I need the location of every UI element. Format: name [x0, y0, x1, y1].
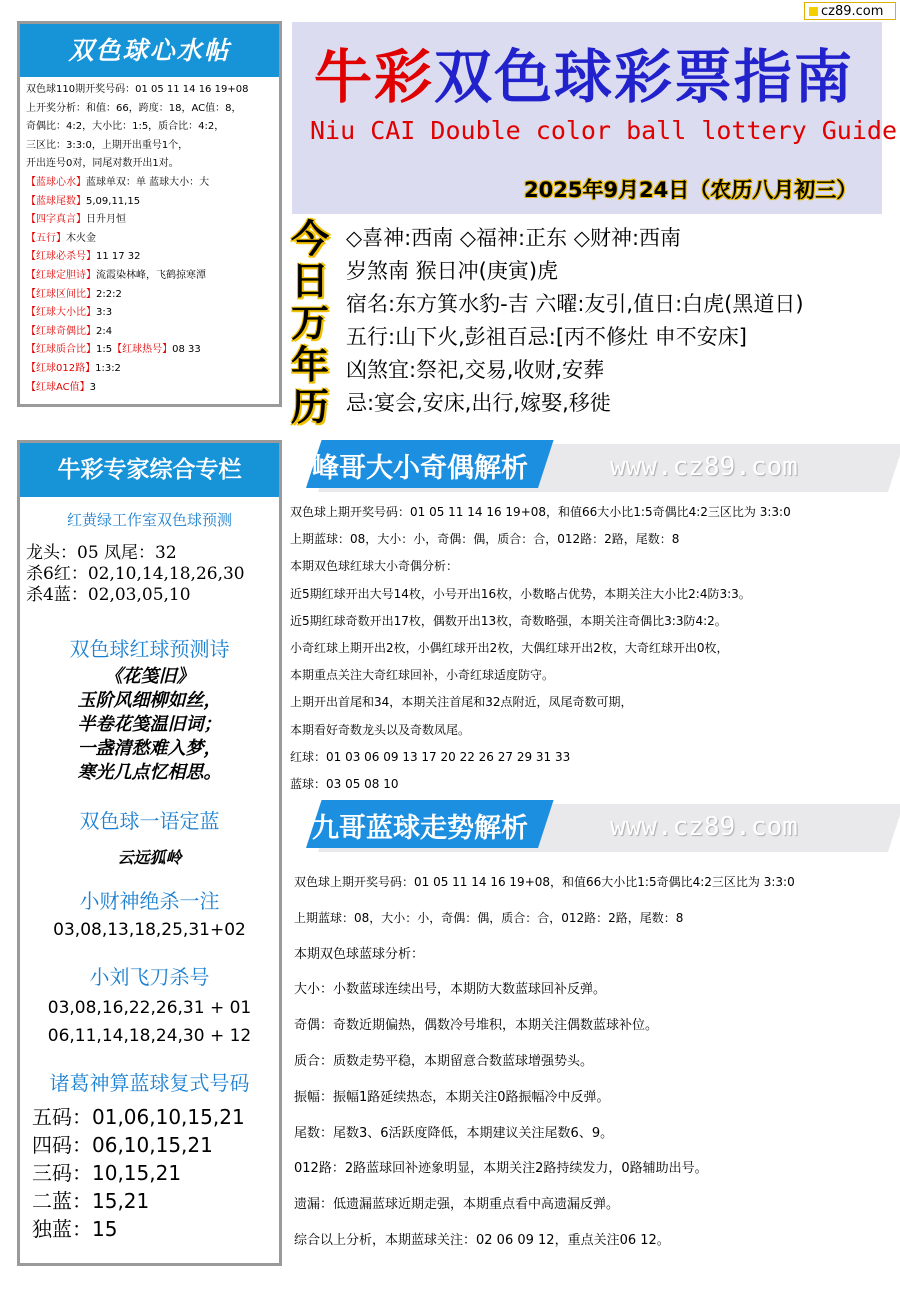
section1-line: 上期蓝球：08，大小：小，奇偶：偶，质合：合，012路：2路，尾数：8: [290, 532, 680, 547]
zhuge-heading: 诸葛神算蓝球复式号码: [49, 1071, 250, 1095]
left-top-title: 双色球心水帖: [20, 24, 279, 77]
tip-value: 3:3: [96, 307, 113, 319]
tip-tag: 【蓝球尾数】: [26, 195, 86, 207]
title-blue: 双色球彩票指南: [434, 43, 855, 111]
english-subtitle: Niu CAI Double color ball lottery Guide: [310, 116, 897, 145]
tip-item: [26, 304, 279, 323]
almanac-line: 岁煞南 猴日冲(庚寅)虎: [346, 259, 559, 283]
tip-tag: 【红球大小比】: [26, 307, 96, 319]
zhuge-line: 独蓝：15: [32, 1217, 118, 1241]
left-top-line: 双色球110期开奖号码：01 05 11 14 16 19+08: [26, 84, 249, 95]
tip-tag: 【红球热号】: [112, 344, 173, 356]
tip-value: 11 17 32: [96, 251, 141, 263]
section2-line: 尾数：尾数3、6活跃度降低，本期建议关注尾数6、9。: [294, 1125, 614, 1141]
section1-line: 本期重点关注大奇红球回补，小奇红球适度防守。: [290, 668, 555, 683]
xiaoliu-heading: 小刘飞刀杀号: [89, 965, 210, 989]
zhuge-line: 四码：06,10,15,21: [32, 1133, 213, 1157]
tip-value: 3: [89, 381, 97, 393]
section2-url[interactable]: www.cz89.com: [610, 812, 798, 842]
section2-line: 012路：2路蓝球回补迹象明显，本期关注2路持续发力，0路辅助出号。: [294, 1161, 708, 1177]
yiyu-text: 云远狐岭: [117, 848, 182, 867]
poem-line: 《花笺旧》: [104, 666, 195, 687]
expert-column-title: 牛彩专家综合专栏: [20, 443, 279, 497]
section1-line: 近5期红球开出大号14枚，小号开出16枚，小数略占优势，本期关注大小比2:4防3:3。: [290, 586, 751, 601]
section1-body: [290, 499, 791, 798]
tip-tag: 【红球AC值】: [26, 381, 90, 393]
section1-line: 近5期红球奇数开出17枚，偶数开出13枚，奇数略强，本期关注奇偶比3:3防4:2。: [290, 613, 727, 628]
section2-line: 奇偶：奇数近期偏热，偶数冷号堆积，本期关注偶数蓝球补位。: [294, 1018, 659, 1034]
section1-line: 本期双色球红球大小奇偶分析：: [290, 559, 459, 574]
tip-value: 蓝球单双：单 蓝球大小：大: [86, 176, 210, 188]
tip-value: 2:2:2: [96, 288, 122, 300]
header-banner: [292, 22, 897, 214]
longtou-line: 龙头：05 凤尾：32: [26, 543, 177, 563]
tip-tag: 【红球012路】: [26, 362, 96, 374]
section2-line: 综合以上分析，本期蓝球关注：02 06 09 12，重点关注06 12。: [294, 1232, 670, 1248]
left-top-line: 上开奖分析：和值：66，跨度：18，AC值：8，: [26, 102, 242, 114]
almanac-details: [346, 222, 804, 420]
poem-block: [20, 665, 279, 785]
section2-body: [294, 865, 795, 1259]
almanac-line: 忌:宴会,安床,出行,嫁娶,移徙: [346, 391, 611, 415]
yiyu-heading: 双色球一语定蓝: [79, 809, 220, 833]
section2-line: 质合：质数走势平稳，本期留意合数蓝球增强势头。: [294, 1053, 594, 1069]
poem-line: 一盏清愁难入梦，: [77, 738, 222, 759]
section1-banner: [292, 440, 892, 496]
zhuge-line: 三码：10,15,21: [32, 1161, 182, 1185]
section1-line: 双色球上期开奖号码：01 05 11 14 16 19+08，和值66大小比1:5奇偶比4:2三区比为 3:3:0: [290, 505, 791, 519]
xiaocai-heading: 小财神绝杀一注: [79, 889, 220, 913]
tip-item: [26, 230, 279, 249]
almanac-char: 历: [290, 384, 329, 429]
kill-red-line: 杀6红：02,10,14,18,26,30: [26, 564, 245, 584]
left-bottom-panel: [17, 440, 282, 1266]
tip-tag: 【红球奇偶比】: [26, 325, 96, 337]
almanac-char: 万: [290, 300, 329, 345]
left-top-line: 奇偶比：4:2，大小比：1:5，质合比：4:2，: [26, 121, 225, 133]
section2-banner: [292, 800, 892, 856]
tip-item: [26, 360, 279, 379]
tip-item: [26, 248, 279, 267]
section2-line: 大小：小数蓝球连续出号，本期防大数蓝球回补反弹。: [294, 982, 607, 998]
tip-value: 1:5: [96, 344, 113, 356]
title-red: 牛彩: [314, 43, 435, 111]
almanac-char: 年: [290, 342, 329, 387]
badge-square-icon: [809, 7, 818, 16]
xiaocai-numbers: 03,08,13,18,25,31+02: [53, 920, 246, 940]
section1-line: 上期开出首尾和34，本期关注首尾和32点附近，凤尾奇数可期，: [290, 695, 633, 710]
poem-line: 半卷花笺温旧词；: [77, 714, 222, 735]
almanac-line: ◇喜神:西南 ◇福神:正东 ◇财神:西南: [346, 226, 682, 250]
main-title: [314, 30, 854, 114]
almanac-line: 宿名:东方箕水豹-吉 六曜:友引,值日:白虎(黑道日): [346, 292, 804, 316]
tip-item: [26, 323, 279, 342]
section1-url[interactable]: www.cz89.com: [610, 452, 798, 482]
almanac-vertical-title: [290, 218, 330, 428]
tip-value: 流霞染林峰，飞鹤掠寒潭: [96, 269, 206, 281]
tip-item: [26, 174, 279, 193]
section2-line: 振幅：振幅1路延续热态，本期关注0路振幅冷中反弹。: [294, 1089, 610, 1105]
section2-line: 双色球上期开奖号码：01 05 11 14 16 19+08，和值66大小比1:5奇偶比4:2三区比为 3:3:0: [294, 875, 795, 889]
section2-title: 九哥蓝球走势解析: [312, 813, 528, 844]
section1-line: 小奇红球上期开出2枚，小偶红球开出2枚，大偶红球开出2枚，大奇红球开出0枚，: [290, 640, 729, 655]
tip-value: 08 33: [172, 344, 201, 356]
tip-item: [26, 379, 279, 398]
xiaoliu-line: 06,11,14,18,24,30 + 12: [47, 1026, 252, 1046]
almanac-char: 日: [290, 258, 329, 303]
tip-value: 1:3:2: [95, 362, 121, 374]
left-top-content: [20, 77, 279, 397]
almanac-line: 凶煞宜:祭祀,交易,收财,安葬: [346, 358, 605, 382]
section2-line: 上期蓝球：08，大小：小，奇偶：偶，质合：合，012路：2路，尾数：8: [294, 910, 684, 925]
almanac-char: 今: [290, 216, 329, 261]
tip-item: [26, 267, 279, 286]
section2-line: 遗漏：低遗漏蓝球近期走强，本期重点看中高遗漏反弹。: [294, 1197, 620, 1213]
tip-item: [26, 341, 279, 360]
section1-line: 红球：01 03 06 09 13 17 20 22 26 27 29 31 33: [290, 749, 571, 764]
tip-item: [26, 193, 279, 212]
left-top-line: 开出连号0对，同尾对数开出1对。: [26, 158, 179, 170]
tip-value: 2:4: [96, 325, 113, 337]
section1-line: 蓝球：03 05 08 10: [290, 776, 399, 791]
tip-value: 日升月恒: [86, 214, 126, 226]
date-line: 2025年9月24日（农历八月初三）: [524, 178, 858, 202]
tip-item: [26, 211, 279, 230]
section1-line: 本期看好奇数龙头以及奇数凤尾。: [290, 722, 471, 737]
tip-tag: 【四字真言】: [26, 214, 86, 226]
tip-item: [26, 286, 279, 305]
zhuge-line: 五码：01,06,10,15,21: [32, 1105, 245, 1129]
section1-title: 峰哥大小奇偶解析: [312, 453, 528, 484]
zhuge-block: [32, 1103, 245, 1243]
tip-tag: 【红球区间比】: [26, 288, 96, 300]
site-badge[interactable]: cz89.com: [804, 2, 896, 20]
tip-value: 5,09,11,15: [86, 195, 141, 207]
tip-tag: 【五行】: [26, 232, 66, 244]
tip-tag: 【红球质合比】: [26, 344, 96, 356]
left-top-line: 三区比：3:3:0，上期开出重号1个，: [26, 139, 189, 151]
poem-line: 玉阶风细柳如丝，: [77, 690, 222, 711]
studio-title: 红黄绿工作室双色球预测: [66, 511, 232, 529]
left-top-panel: [17, 21, 282, 407]
section2-line: 本期双色球蓝球分析：: [294, 946, 425, 962]
tip-value: 木火金: [66, 232, 96, 244]
kill-blue-line: 杀4蓝：02,03,05,10: [26, 585, 191, 605]
poem-heading: 双色球红球预测诗: [69, 637, 230, 661]
poem-line: 寒光几点忆相思。: [77, 762, 222, 783]
almanac-line: 五行:山下火,彭祖百忌:[丙不修灶 申不安床]: [346, 325, 747, 349]
tip-tag: 【蓝球心水】: [26, 176, 86, 188]
zhuge-line: 二蓝：15,21: [32, 1189, 150, 1213]
tip-tag: 【红球必杀号】: [26, 251, 96, 263]
tip-tag: 【红球定胆诗】: [26, 269, 96, 281]
xiaoliu-line: 03,08,16,22,26,31 + 01: [47, 998, 252, 1018]
